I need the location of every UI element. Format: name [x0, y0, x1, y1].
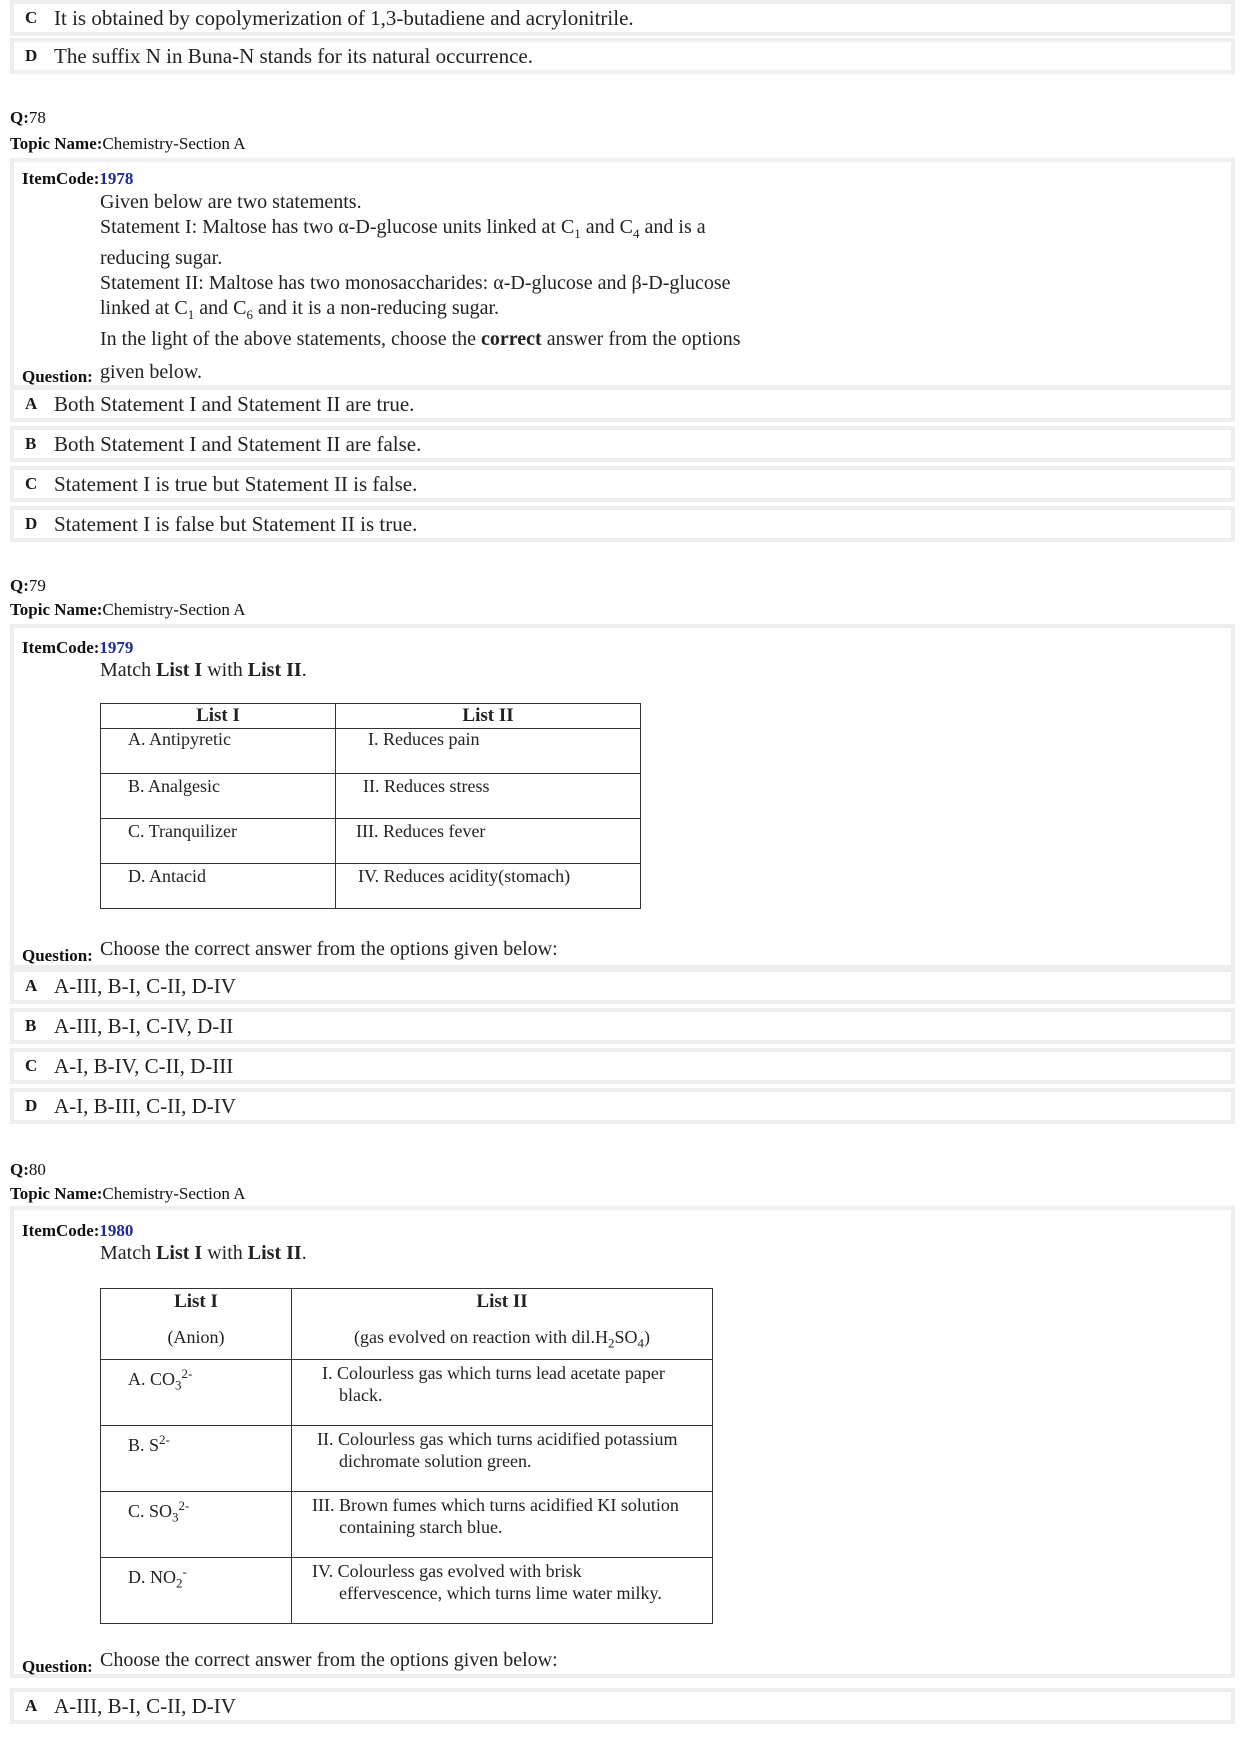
question-stem-last: given below.	[100, 361, 203, 383]
item-code: ItemCode:1980	[22, 1221, 134, 1240]
table-header: List II	[336, 704, 641, 729]
topic-name: Topic Name:Chemistry-Section A	[10, 600, 246, 619]
option-row[interactable]	[10, 38, 1235, 74]
option-row[interactable]	[10, 1048, 1235, 1084]
question-label: Question:	[22, 367, 93, 386]
table-cell: B. Analgesic	[101, 774, 336, 819]
question-text: Choose the correct answer from the options given below:	[100, 938, 558, 960]
option-text: A-III, B-I, C-IV, D-II	[54, 1013, 234, 1038]
option-row[interactable]	[10, 426, 1235, 462]
option-row[interactable]	[10, 1008, 1235, 1044]
table-cell: III. Reduces fever	[336, 819, 641, 864]
question-box	[10, 158, 1235, 389]
option-letter: D	[25, 514, 38, 533]
table-cell: A. $CO_3^{2-}$	[101, 1360, 292, 1426]
option-text: Both Statement I and Statement II are false.	[54, 431, 422, 456]
table-cell: A. Antipyretic	[101, 729, 336, 774]
table-cell: II. Colourless gas which turns acidified potassium dichromate solution green.	[292, 1426, 713, 1492]
table-header: List I	[101, 704, 336, 729]
option-row[interactable]	[10, 968, 1235, 1004]
table-cell: C. $SO_3^{2-}$	[101, 1492, 292, 1558]
option-text: The suffix N in Buna-N stands for its natural occurrence.	[54, 43, 533, 68]
question-box	[10, 624, 1235, 969]
question-box	[10, 1206, 1235, 1678]
table-cell: I. Colourless gas which turns lead acetate paper black.	[292, 1360, 713, 1426]
question-number: Q:79	[10, 576, 46, 595]
topic-name: Topic Name:Chemistry-Section A	[10, 1184, 246, 1203]
option-letter: C	[25, 1056, 38, 1075]
option-row[interactable]	[10, 506, 1235, 542]
option-letter: D	[25, 46, 38, 65]
option-letter: A	[25, 976, 38, 995]
option-letter: B	[25, 434, 37, 453]
item-code: ItemCode:1979	[22, 638, 134, 657]
table-cell: B. $S^{2-}$	[101, 1426, 292, 1492]
table-cell: D. $NO_2^-$	[101, 1558, 292, 1624]
option-text: Both Statement I and Statement II are true.	[54, 391, 415, 416]
question-label: Question:	[22, 1657, 93, 1676]
option-letter: C	[25, 474, 38, 493]
table-header-cell: List II (gas evolved on reaction with $dil.H_2SO_4$)	[292, 1289, 713, 1360]
match-table	[100, 703, 641, 909]
option-row[interactable]	[10, 1088, 1235, 1124]
topic-name: Topic Name:Chemistry-Section A	[10, 134, 246, 153]
table-cell: D. Antacid	[101, 864, 336, 909]
option-row[interactable]	[10, 1688, 1235, 1724]
option-row[interactable]	[10, 466, 1235, 502]
option-row[interactable]	[10, 386, 1235, 422]
table-header-cell: List I (Anion)	[101, 1289, 292, 1360]
option-row[interactable]	[10, 0, 1235, 36]
option-letter: D	[25, 1096, 38, 1115]
option-letter: C	[25, 8, 38, 27]
item-code: ItemCode:1978	[22, 169, 134, 188]
question-text: Choose the correct answer from the options given below:	[100, 1649, 558, 1671]
table-cell: C. Tranquilizer	[101, 819, 336, 864]
question-number: Q:78	[10, 108, 46, 127]
option-text: A-I, B-IV, C-II, D-III	[54, 1053, 234, 1078]
option-text: Statement I is true but Statement II is false.	[54, 471, 418, 496]
question-stem: Given below are two statements. Statement I: Maltose has two α-D-glucose units linked at $C_1$ and $C_4$ and is a reducing sugar. Statement II: Maltose has two monosaccharides: α-D-glucose and β-D-glucose linked at $C_1$ and $C_6$ and it is a non-reducing sugar. In the light of the above statements, choose the correct answer from the options	[100, 191, 741, 350]
option-letter: A	[25, 394, 38, 413]
option-text: A-III, B-I, C-II, D-IV	[54, 1693, 236, 1718]
table-cell: III. Brown fumes which turns acidified KI solution containing starch blue.	[292, 1492, 713, 1558]
match-table	[100, 1288, 713, 1624]
option-text: It is obtained by copolymerization of 1,3-butadiene and acrylonitrile.	[54, 5, 634, 30]
table-cell: II. Reduces stress	[336, 774, 641, 819]
option-letter: B	[25, 1016, 37, 1035]
option-text: A-I, B-III, C-II, D-IV	[54, 1093, 236, 1118]
option-text: Statement I is false but Statement II is true.	[54, 511, 418, 536]
match-instruction: Match List I with List II.	[100, 1242, 307, 1264]
table-cell: IV. Colourless gas evolved with brisk effervescence, which turns lime water milky.	[292, 1558, 713, 1624]
question-label: Question:	[22, 946, 93, 965]
option-letter: A	[25, 1696, 38, 1715]
table-cell: I. Reduces pain	[336, 729, 641, 774]
table-cell: IV. Reduces acidity(stomach)	[336, 864, 641, 909]
option-text: A-III, B-I, C-II, D-IV	[54, 973, 236, 998]
question-number: Q:80	[10, 1160, 46, 1179]
match-instruction: Match List I with List II.	[100, 659, 307, 681]
